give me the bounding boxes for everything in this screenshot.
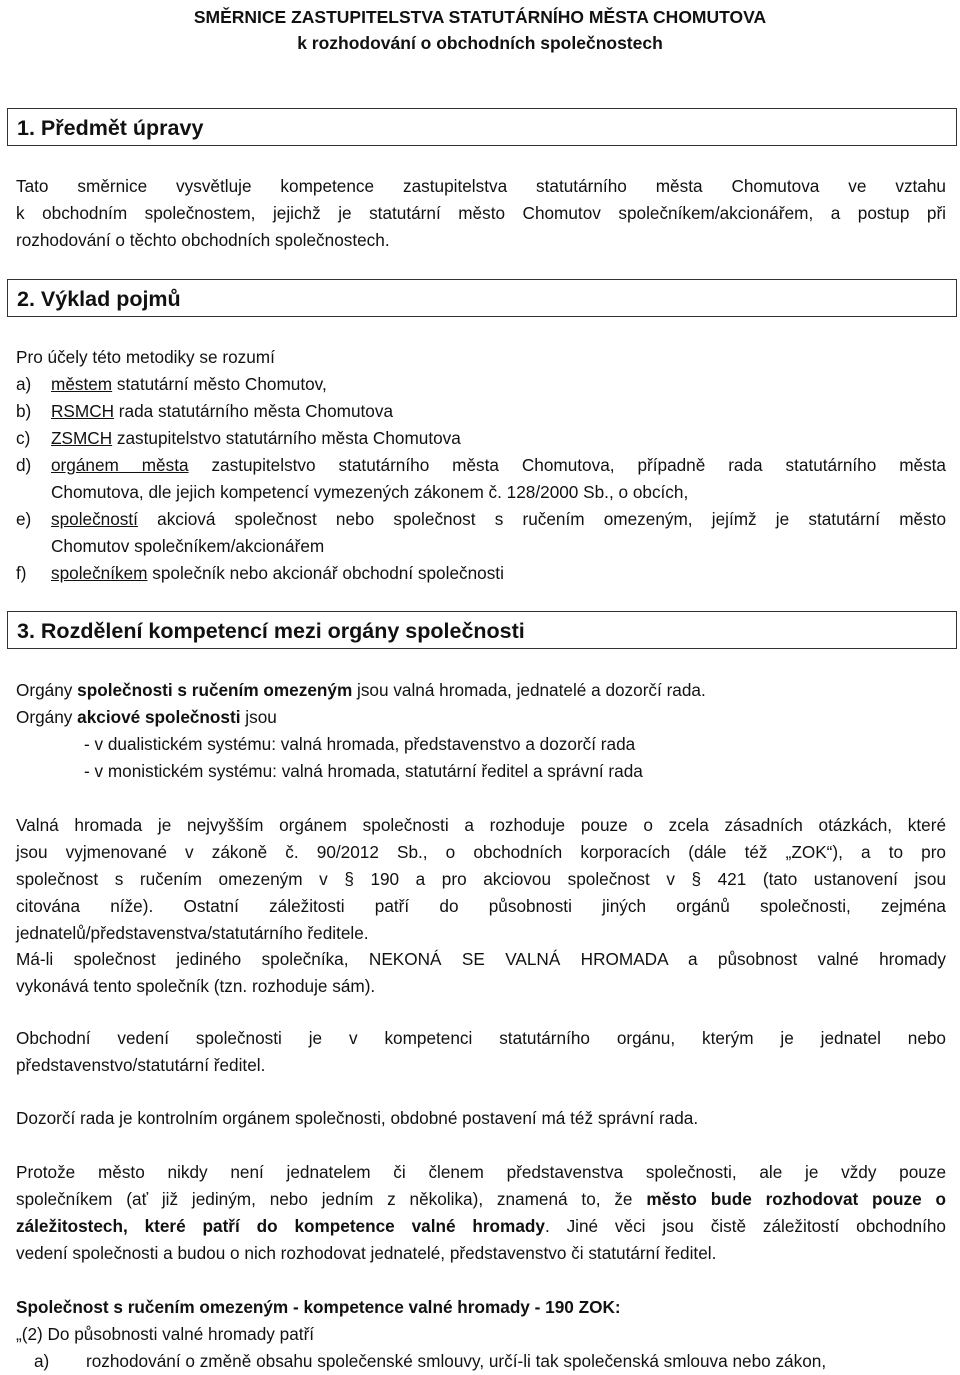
document-title: SMĚRNICE ZASTUPITELSTVA STATUTÁRNÍHO MĚSTA CHOMUTOVA (193, 7, 767, 27)
text: Orgány (16, 707, 78, 727)
definition-text: zastupitelstvo statutárního města Chomutova, případně rada statutárního města (188, 455, 946, 475)
definition-term: společníkem (51, 563, 148, 583)
definition-text: Chomutova, dle jejich kompetencí vymezených zákonem č. 128/2000 Sb., o obcích, (51, 482, 689, 502)
sro-competence-heading: Společnost s ručením omezeným - kompetence valné hromady - 190 ZOK: (16, 1297, 621, 1317)
section-1-line-3: rozhodování o těchto obchodních společnostech. (16, 230, 390, 250)
general-meeting-line-2: jsou vyjmenované v zákoně č. 90/2012 Sb., o obchodních korporacích (dále též „ZOK“), a to pro (16, 842, 946, 862)
definition-c (16, 425, 946, 452)
text: společníkem (ať již jediným, nebo jedním z několika), znamená to, že (16, 1189, 647, 1209)
text: jsou (240, 707, 277, 727)
text: Orgány (16, 680, 78, 700)
general-meeting-line-5: jednatelů/představenstva/statutárního ředitele. (16, 923, 369, 943)
city-role-line-3 (16, 1213, 946, 1240)
definition-label: e) (16, 509, 32, 529)
section-2-heading: 2. Výklad pojmů (7, 279, 957, 317)
item-text: rozhodování o změně obsahu společenské smlouvy, určí-li tak společenská smlouva nebo zákon, (86, 1351, 827, 1371)
definition-term: orgánem města (51, 455, 189, 475)
definition-label: c) (16, 428, 31, 448)
definition-d (16, 452, 946, 479)
document-subtitle: k rozhodování o obchodních společnostech (297, 33, 663, 53)
document-header (0, 4, 960, 56)
definition-term: městem (51, 374, 113, 394)
definition-text: zastupitelstvo statutárního města Chomutova (112, 428, 461, 448)
single-member-line-1: Má-li společnost jediného společníka, NEKONÁ SE VALNÁ HROMADA a působnost valné hromady (16, 949, 946, 969)
general-meeting-line-1: Valná hromada je nejvyšším orgánem společnosti a rozhoduje pouze o zcela zásadních otázkách, které (16, 815, 946, 835)
as-organs-line (16, 704, 946, 731)
text: jsou valná hromada, jednatelé a dozorčí rada. (352, 680, 706, 700)
definition-a (16, 371, 946, 398)
text: . Jiné věci jsou čistě záležitostí obchodního (544, 1216, 946, 1236)
city-role-line-1: Protože město nikdy není jednatelem či členem představenstva společnosti, ale je vždy pouze (16, 1162, 946, 1182)
section-1-line-1: Tato směrnice vysvětluje kompetence zastupitelstva statutárního města Chomutova ve vztahu (16, 176, 946, 196)
section-1-line-2: k obchodním společnostem, jejichž je statutární město Chomutov společníkem/akcionářem, a postup při (16, 203, 946, 223)
section-3-heading: 3. Rozdělení kompetencí mezi orgány společnosti (7, 611, 957, 649)
definition-text: Chomutov společníkem/akcionářem (51, 536, 325, 556)
definition-d-continued (16, 479, 946, 506)
general-meeting-line-3: společnost s ručením omezeným v § 190 a pro akciovou společnost v § 421 (tato ustanovení jsou (16, 869, 946, 889)
definition-term: RSMCH (51, 401, 115, 421)
bold-text: společnosti s ručením omezeným (77, 680, 353, 700)
definition-text: rada statutárního města Chomutova (114, 401, 394, 421)
city-role-line-4: vedení společnosti a budou o nich rozhodovat jednatelé, představenstvo či statutární ředitel. (16, 1243, 717, 1263)
general-meeting-line-4: citována níže). Ostatní záležitosti patří do působnosti jiných orgánů společnosti, zejména (16, 896, 946, 916)
item-label: a) (34, 1351, 50, 1371)
definition-label: a) (16, 374, 32, 394)
single-member-line-2: vykonává tento společník (tzn. rozhoduje sám). (16, 976, 376, 996)
city-role-line-2 (16, 1186, 946, 1213)
quote-line: „(2) Do působnosti valné hromady patří (16, 1324, 315, 1344)
definition-label: d) (16, 455, 32, 475)
definition-b (16, 398, 946, 425)
management-line-1: Obchodní vedení společnosti je v kompetenci statutárního orgánu, kterým je jednatel nebo (16, 1028, 946, 1048)
definition-term: ZSMCH (51, 428, 113, 448)
definitions-intro: Pro účely této metodiky se rozumí (16, 347, 275, 367)
bold-text: akciové společnosti (77, 707, 241, 727)
sro-organs-line (16, 677, 946, 704)
definition-text: statutární město Chomutov, (112, 374, 327, 394)
definition-text: akciová společnost nebo společnost s ručením omezeným, jejímž je statutární město (137, 509, 946, 529)
definition-label: b) (16, 401, 32, 421)
section-1-heading: 1. Předmět úpravy (7, 108, 957, 146)
management-line-2: představenstvo/statutární ředitel. (16, 1055, 266, 1075)
dualistic-system-line: - v dualistickém systému: valná hromada, představenstvo a dozorčí rada (84, 734, 636, 754)
definition-e (16, 506, 946, 533)
definition-text: společník nebo akcionář obchodní společnosti (147, 563, 504, 583)
definition-label: f) (16, 563, 27, 583)
monistic-system-line: - v monistickém systému: valná hromada, statutární ředitel a správní rada (84, 761, 643, 781)
definition-f (16, 560, 946, 587)
bold-text: záležitostech, které patří do kompetence valné hromady (16, 1216, 545, 1236)
definition-e-continued (16, 533, 946, 560)
supervisory-board-line: Dozorčí rada je kontrolním orgánem společnosti, obdobné postavení má též správní rada. (16, 1108, 699, 1128)
competence-item-a (16, 1348, 946, 1375)
definition-term: společností (51, 509, 138, 529)
bold-text: město bude rozhodovat pouze o (646, 1189, 946, 1209)
